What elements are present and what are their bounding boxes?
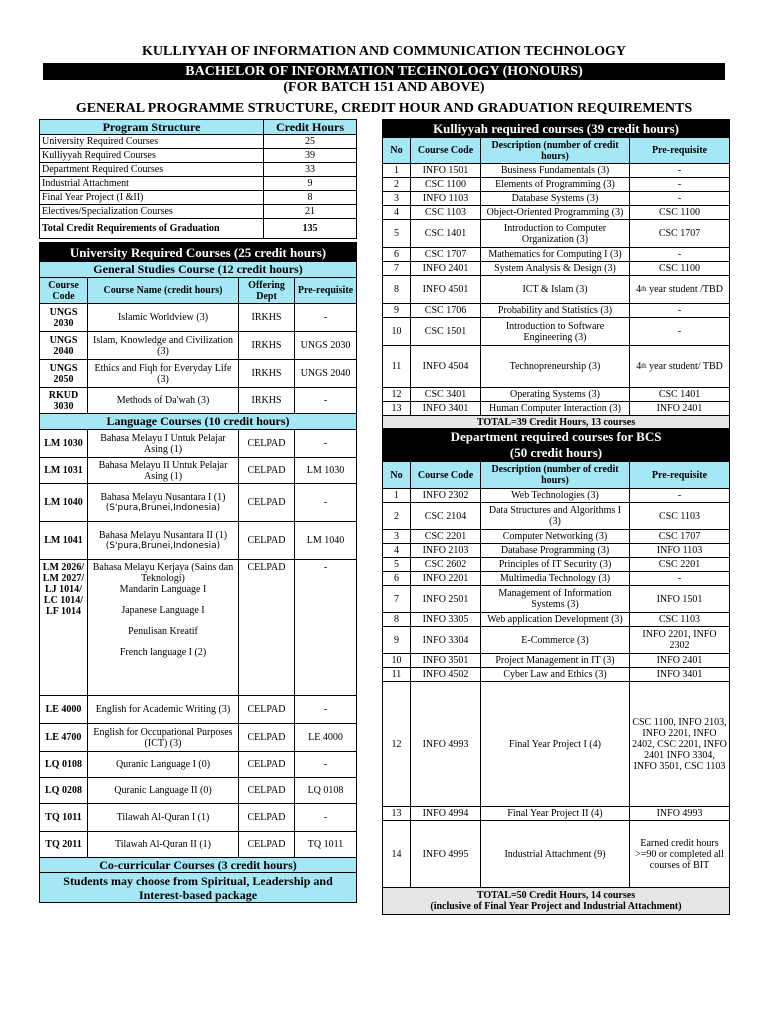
course-description: Human Computer Interaction (3) (481, 402, 630, 416)
prerequisite: - (295, 430, 357, 458)
structure-row (40, 177, 357, 191)
prerequisite: - (295, 804, 357, 832)
course-prerequisite: INFO 2401 (630, 654, 730, 668)
course-prerequisite: - (630, 304, 730, 318)
prerequisite: - (295, 696, 357, 724)
course-row (383, 304, 730, 318)
course-no: 5 (383, 558, 411, 572)
course-code: INFO 4995 (411, 821, 481, 888)
course-description: Database Programming (3) (481, 544, 630, 558)
course-description: Principles of IT Security (3) (481, 558, 630, 572)
course-prerequisite: Earned credit hours >=90 or completed all courses of BIT (630, 821, 730, 888)
course-row (383, 388, 730, 402)
course-no: 1 (383, 164, 411, 178)
course-name (88, 332, 239, 360)
course-name-text: Bahasa Melayu II Untuk Pelajar Asing (1) (98, 459, 228, 482)
course-code: CSC 1706 (411, 304, 481, 318)
course-no: 4 (383, 206, 411, 220)
cocurricular-note: Students may choose from Spiritual, Leadership and Interest-based package (40, 873, 357, 903)
offering-dept: IRKHS (239, 332, 295, 360)
course-code: CSC 2602 (411, 558, 481, 572)
course-name (88, 696, 239, 724)
course-description: Technopreneurship (3) (481, 346, 630, 388)
course-prerequisite: CSC 1100 (630, 262, 730, 276)
course-row (40, 360, 357, 388)
course-prerequisite: - (630, 248, 730, 262)
course-code: TQ 1011 (40, 804, 88, 832)
language-option: French language I (2) (119, 647, 207, 658)
course-description: Final Year Project I (4) (481, 682, 630, 807)
offering-dept: CELPAD (239, 430, 295, 458)
department-total-note: (inclusive of Final Year Project and Industrial Attachment) (430, 901, 682, 912)
prerequisite: UNGS 2030 (295, 332, 357, 360)
course-row (40, 696, 357, 724)
course-name-text: English for Academic Writing (3) (95, 704, 231, 715)
structure-row (40, 205, 357, 219)
course-name (88, 360, 239, 388)
prerequisite-year-suffix: th (641, 285, 647, 293)
course-row (40, 388, 357, 414)
course-no: 11 (383, 346, 411, 388)
course-row (40, 430, 357, 458)
course-row (40, 804, 357, 832)
course-code: INFO 4501 (411, 276, 481, 304)
course-name-text: Methods of Da'wah (3) (116, 395, 210, 406)
course-name-text: English for Occupational Purposes (ICT) (3) (93, 726, 233, 749)
prerequisite-year-suffix: th (641, 362, 647, 370)
structure-hours: 39 (264, 149, 357, 163)
structure-total-value: 135 (264, 219, 357, 239)
course-row (383, 530, 730, 544)
course-row (40, 458, 357, 484)
structure-name: Department Required Courses (40, 163, 264, 177)
col-course-code: Course Code (40, 278, 88, 304)
university-courses-table (39, 242, 357, 903)
course-no: 11 (383, 668, 411, 682)
offering-dept: CELPAD (239, 752, 295, 778)
course-row (40, 778, 357, 804)
language-group-code: LM 2026/ LM 2027/ LJ 1014/ LC 1014/ LF 1014 (40, 560, 88, 696)
prerequisite: LM 1040 (295, 522, 357, 560)
department-total-line: TOTAL=50 Credit Hours, 14 courses (476, 890, 636, 901)
batch-note: (FOR BATCH 151 AND ABOVE) (283, 80, 485, 95)
course-code: CSC 1401 (411, 220, 481, 248)
course-description: Final Year Project II (4) (481, 807, 630, 821)
course-code: INFO 3305 (411, 613, 481, 627)
offering-dept: CELPAD (239, 778, 295, 804)
col-no: No (383, 462, 411, 489)
structure-name: University Required Courses (40, 135, 264, 149)
course-code: UNGS 2040 (40, 332, 88, 360)
course-code: UNGS 2030 (40, 304, 88, 332)
col-description: Description (number of credit hours) (481, 138, 630, 164)
course-no: 2 (383, 178, 411, 192)
course-no: 2 (383, 503, 411, 530)
course-row (383, 503, 730, 530)
offering-dept: CELPAD (239, 696, 295, 724)
course-no: 3 (383, 192, 411, 206)
structure-col-name: Program Structure (40, 120, 264, 135)
course-row (383, 248, 730, 262)
course-prerequisite: INFO 4993 (630, 807, 730, 821)
prerequisite: - (295, 304, 357, 332)
course-code: CSC 1707 (411, 248, 481, 262)
course-description: Database Systems (3) (481, 192, 630, 206)
course-name (88, 804, 239, 832)
course-description: Multimedia Technology (3) (481, 572, 630, 586)
col-description: Description (number of credit hours) (481, 462, 630, 489)
course-code: UNGS 2050 (40, 360, 88, 388)
course-row (383, 220, 730, 248)
prerequisite: - (295, 484, 357, 522)
course-code: INFO 2302 (411, 489, 481, 503)
offering-dept: CELPAD (239, 522, 295, 560)
programme-title: BACHELOR OF INFORMATION TECHNOLOGY (HONOURS) (43, 63, 725, 80)
course-description: Computer Networking (3) (481, 530, 630, 544)
prerequisite: LE 4000 (295, 724, 357, 752)
course-code: CSC 3401 (411, 388, 481, 402)
course-code: CSC 1501 (411, 318, 481, 346)
course-code: CSC 2201 (411, 530, 481, 544)
cocurricular-title: Co-curricular Courses (3 credit hours) (40, 858, 357, 873)
course-row (383, 192, 730, 206)
offering-dept: CELPAD (239, 458, 295, 484)
prerequisite: UNGS 2040 (295, 360, 357, 388)
course-name (88, 304, 239, 332)
prerequisite: - (295, 752, 357, 778)
course-no: 3 (383, 530, 411, 544)
prerequisite: - (295, 388, 357, 414)
prerequisite-text: year student/ TBD (646, 361, 723, 372)
course-description: Cyber Law and Ethics (3) (481, 668, 630, 682)
course-name (88, 484, 239, 522)
course-no: 10 (383, 318, 411, 346)
course-description: Object-Oriented Programming (3) (481, 206, 630, 220)
structure-hours: 8 (264, 191, 357, 205)
faculty-title: KULLIYYAH OF INFORMATION AND COMMUNICATION TECHNOLOGY (142, 44, 626, 59)
course-prerequisite: CSC 1401 (630, 388, 730, 402)
structure-row (40, 191, 357, 205)
course-no: 6 (383, 248, 411, 262)
offering-dept: CELPAD (239, 484, 295, 522)
course-code: LM 1030 (40, 430, 88, 458)
course-code: INFO 2201 (411, 572, 481, 586)
course-description: Industrial Attachment (9) (481, 821, 630, 888)
language-courses-title: Language Courses (10 credit hours) (40, 414, 357, 430)
course-prerequisite (630, 346, 730, 388)
language-option: Penulisan Kreatif (128, 626, 198, 637)
course-row (40, 332, 357, 360)
language-group-pre: - (295, 560, 357, 696)
course-prerequisite: - (630, 318, 730, 346)
course-row (383, 206, 730, 220)
course-row (383, 613, 730, 627)
course-no: 6 (383, 572, 411, 586)
course-description: Elements of Programming (3) (481, 178, 630, 192)
course-name (88, 522, 239, 560)
course-description: Mathematics for Computing I (3) (481, 248, 630, 262)
language-group-names (88, 560, 239, 696)
prerequisite: LM 1030 (295, 458, 357, 484)
structure-name: Kulliyyah Required Courses (40, 149, 264, 163)
col-code: Course Code (411, 462, 481, 489)
course-code: CSC 2104 (411, 503, 481, 530)
offering-dept: IRKHS (239, 388, 295, 414)
department-total (383, 888, 730, 915)
course-row (383, 807, 730, 821)
course-prerequisite: INFO 1501 (630, 586, 730, 613)
course-no: 13 (383, 807, 411, 821)
course-row (383, 572, 730, 586)
course-description: Web Technologies (3) (481, 489, 630, 503)
course-row (383, 821, 730, 888)
course-name-text: Tilawah Al-Quran I (1) (116, 812, 210, 823)
course-prerequisite: CSC 2201 (630, 558, 730, 572)
course-row (383, 654, 730, 668)
course-no: 14 (383, 821, 411, 888)
course-name-note: (S'pura,Brunei,Indonesia) (105, 540, 221, 551)
course-code: INFO 4993 (411, 682, 481, 807)
course-name (88, 778, 239, 804)
document-heading: GENERAL PROGRAMME STRUCTURE, CREDIT HOUR AND GRADUATION REQUIREMENTS (75, 101, 693, 116)
course-description: System Analysis & Design (3) (481, 262, 630, 276)
course-description: Business Fundamentals (3) (481, 164, 630, 178)
course-no: 8 (383, 613, 411, 627)
course-code: TQ 2011 (40, 832, 88, 858)
course-code: INFO 4504 (411, 346, 481, 388)
course-code: INFO 3304 (411, 627, 481, 654)
offering-dept: CELPAD (239, 724, 295, 752)
course-name (88, 458, 239, 484)
department-courses-table (382, 428, 730, 915)
course-code: INFO 2401 (411, 262, 481, 276)
language-option: Japanese Language I (121, 605, 205, 616)
course-prerequisite: - (630, 572, 730, 586)
prerequisite-year: 4 (636, 361, 642, 372)
course-no: 12 (383, 388, 411, 402)
course-code: CSC 1103 (411, 206, 481, 220)
kulliyyah-total: TOTAL=39 Credit Hours, 13 courses (383, 416, 730, 430)
general-studies-title: General Studies Course (12 credit hours) (40, 262, 357, 278)
course-description: Data Structures and Algorithms I (3) (481, 503, 630, 530)
department-title (383, 429, 730, 462)
course-name (88, 724, 239, 752)
course-prerequisite (630, 276, 730, 304)
course-description: Probability and Statistics (3) (481, 304, 630, 318)
offering-dept: IRKHS (239, 360, 295, 388)
col-prerequisite: Pre-requisite (295, 278, 357, 304)
course-no: 12 (383, 682, 411, 807)
course-code: RKUD 3030 (40, 388, 88, 414)
course-name (88, 832, 239, 858)
course-no: 5 (383, 220, 411, 248)
course-name-text: Bahasa Melayu I Untuk Pelajar Asing (1) (100, 432, 226, 455)
course-prerequisite: INFO 2401 (630, 402, 730, 416)
structure-row (40, 149, 357, 163)
course-row (40, 522, 357, 560)
col-course-name: Course Name (credit hours) (88, 278, 239, 304)
department-title-credits: (50 credit hours) (509, 445, 603, 460)
course-prerequisite: - (630, 164, 730, 178)
course-no: 13 (383, 402, 411, 416)
course-description: E-Commerce (3) (481, 627, 630, 654)
course-description: Introduction to Software Engineering (3) (481, 318, 630, 346)
language-option: Mandarin Language I (119, 584, 207, 595)
course-name-note: (S'pura,Brunei,Indonesia) (105, 502, 221, 513)
course-no: 7 (383, 586, 411, 613)
course-name (88, 388, 239, 414)
structure-hours: 25 (264, 135, 357, 149)
course-code: LE 4700 (40, 724, 88, 752)
course-code: INFO 3401 (411, 402, 481, 416)
university-title: University Required Courses (25 credit hours) (40, 243, 357, 262)
course-row (383, 544, 730, 558)
col-prerequisite: Pre-requisite (630, 138, 730, 164)
language-option: Bahasa Melayu Kerjaya (Sains dan Teknologi) (92, 562, 234, 584)
course-no: 9 (383, 627, 411, 654)
department-title-line: Department required courses for BCS (450, 429, 662, 444)
course-row (383, 682, 730, 807)
course-code: LM 1040 (40, 484, 88, 522)
course-row (383, 262, 730, 276)
course-prerequisite: INFO 3401 (630, 668, 730, 682)
prerequisite: LQ 0108 (295, 778, 357, 804)
course-row (40, 752, 357, 778)
course-description: Operating Systems (3) (481, 388, 630, 402)
course-prerequisite: - (630, 489, 730, 503)
course-code: INFO 3501 (411, 654, 481, 668)
course-prerequisite: CSC 1103 (630, 503, 730, 530)
course-prerequisite: - (630, 192, 730, 206)
course-name-text: Islam, Knowledge and Civilization (3) (93, 334, 233, 357)
course-code: LM 1041 (40, 522, 88, 560)
course-code: LQ 0108 (40, 752, 88, 778)
course-description: Web application Development (3) (481, 613, 630, 627)
course-name (88, 430, 239, 458)
structure-row (40, 135, 357, 149)
course-name-text: Islamic Worldview (3) (117, 312, 209, 323)
structure-name: Electives/Specialization Courses (40, 205, 264, 219)
course-prerequisite: INFO 2201, INFO 2302 (630, 627, 730, 654)
kulliyyah-courses-table (382, 119, 730, 430)
course-name-text: Tilawah Al-Quran II (1) (114, 839, 211, 850)
course-row (383, 276, 730, 304)
course-no: 1 (383, 489, 411, 503)
structure-hours: 21 (264, 205, 357, 219)
course-prerequisite: INFO 1103 (630, 544, 730, 558)
structure-name: Final Year Project (I &II) (40, 191, 264, 205)
course-no: 8 (383, 276, 411, 304)
course-row (383, 178, 730, 192)
course-code: INFO 1501 (411, 164, 481, 178)
structure-row (40, 163, 357, 177)
course-description: ICT & Islam (3) (481, 276, 630, 304)
course-description: Project Management in IT (3) (481, 654, 630, 668)
course-code: LQ 0208 (40, 778, 88, 804)
course-row (383, 586, 730, 613)
course-code: INFO 2103 (411, 544, 481, 558)
course-no: 7 (383, 262, 411, 276)
course-code: INFO 2501 (411, 586, 481, 613)
course-code: LE 4000 (40, 696, 88, 724)
course-code: INFO 4994 (411, 807, 481, 821)
course-name-text: Ethics and Fiqh for Everyday Life (3) (94, 362, 232, 385)
col-prerequisite: Pre-requisite (630, 462, 730, 489)
course-name-text: Bahasa Melayu Nusantara I (1) (100, 491, 226, 503)
offering-dept: CELPAD (239, 832, 295, 858)
offering-dept: IRKHS (239, 304, 295, 332)
structure-col-hours: Credit Hours (264, 120, 357, 135)
course-name-text: Quranic Language II (0) (114, 785, 212, 796)
course-row (40, 832, 357, 858)
course-row (40, 724, 357, 752)
course-row (383, 489, 730, 503)
course-row (40, 304, 357, 332)
course-description: Management of Information Systems (3) (481, 586, 630, 613)
course-code: CSC 1100 (411, 178, 481, 192)
course-prerequisite: CSC 1707 (630, 530, 730, 544)
course-prerequisite: CSC 1100 (630, 206, 730, 220)
col-no: No (383, 138, 411, 164)
course-code: LM 1031 (40, 458, 88, 484)
course-code: INFO 4502 (411, 668, 481, 682)
course-row (383, 164, 730, 178)
course-name-text: Quranic Language I (0) (115, 759, 211, 770)
course-row (383, 558, 730, 572)
prerequisite: TQ 1011 (295, 832, 357, 858)
course-no: 4 (383, 544, 411, 558)
course-no: 10 (383, 654, 411, 668)
structure-total-label: Total Credit Requirements of Graduation (40, 219, 264, 239)
course-row (383, 668, 730, 682)
course-row (383, 402, 730, 416)
kulliyyah-title: Kulliyyah required courses (39 credit hours) (383, 120, 730, 138)
course-prerequisite: CSC 1100, INFO 2103, INFO 2201, INFO 2402, CSC 2201, INFO 2401 INFO 3304, INFO 3501, CSC 1103 (630, 682, 730, 807)
course-row (383, 346, 730, 388)
prerequisite-text: year student /TBD (646, 284, 723, 295)
course-name-text: Bahasa Melayu Nusantara II (1) (98, 529, 228, 541)
course-no: 9 (383, 304, 411, 318)
course-code: INFO 1103 (411, 192, 481, 206)
course-row (383, 318, 730, 346)
structure-hours: 33 (264, 163, 357, 177)
course-row (40, 484, 357, 522)
structure-hours: 9 (264, 177, 357, 191)
course-prerequisite: - (630, 178, 730, 192)
col-offering-dept: Offering Dept (239, 278, 295, 304)
program-structure-table (39, 119, 357, 239)
language-group-dept: CELPAD (239, 560, 295, 696)
course-name (88, 752, 239, 778)
course-row (383, 627, 730, 654)
offering-dept: CELPAD (239, 804, 295, 832)
col-code: Course Code (411, 138, 481, 164)
course-description: Introduction to Computer Organization (3) (481, 220, 630, 248)
course-prerequisite: CSC 1707 (630, 220, 730, 248)
prerequisite-year: 4 (636, 284, 642, 295)
structure-name: Industrial Attachment (40, 177, 264, 191)
course-prerequisite: CSC 1103 (630, 613, 730, 627)
